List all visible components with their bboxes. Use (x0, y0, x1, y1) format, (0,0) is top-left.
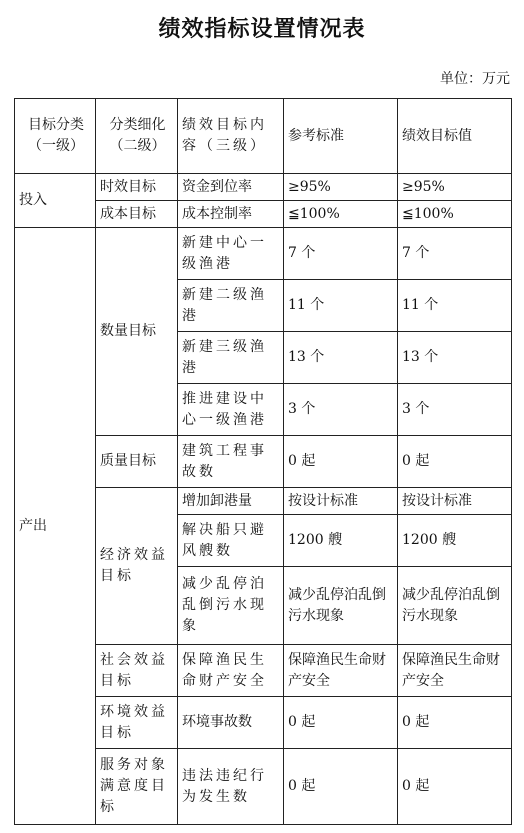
header-reference: 参考标准 (284, 99, 398, 174)
header-level2: 分类细化（二级） (96, 99, 178, 174)
group-input: 投入 (15, 174, 96, 228)
group-output: 产出 (15, 228, 96, 825)
unit-label: 单位：万元 (440, 71, 510, 87)
indicator-table (14, 98, 512, 825)
row-content: 减少乱停泊乱倒污水现象 (178, 567, 284, 645)
row-content: 环境事故数 (178, 697, 284, 749)
row-reference: 3 个 (284, 384, 398, 436)
header-level1: 目标分类（一级） (15, 99, 96, 174)
row-reference: 0 起 (284, 436, 398, 488)
row-reference: 减少乱停泊乱倒污水现象 (284, 567, 398, 645)
sub-quantity: 数量目标 (96, 228, 178, 436)
row-target: ≥95% (398, 174, 512, 201)
row-reference: ≥95% (284, 174, 398, 201)
row-content: 保障渔民生命财产安全 (178, 645, 284, 697)
row-reference: 7 个 (284, 228, 398, 280)
row-target: ≦100% (398, 201, 512, 228)
row-target: 0 起 (398, 749, 512, 825)
row-reference: 0 起 (284, 749, 398, 825)
row-target: 保障渔民生命财产安全 (398, 645, 512, 697)
row-target: 3 个 (398, 384, 512, 436)
row-target: 13 个 (398, 332, 512, 384)
table-row (15, 228, 512, 280)
sub-quality: 质量目标 (96, 436, 178, 488)
row-content: 违法违纪行为发生数 (178, 749, 284, 825)
row-content: 解决船只避风艘数 (178, 515, 284, 567)
row-reference: 1200 艘 (284, 515, 398, 567)
header-target: 绩效目标值 (398, 99, 512, 174)
row-content: 成本控制率 (178, 201, 284, 228)
row-reference: 保障渔民生命财产安全 (284, 645, 398, 697)
row-content: 建筑工程事故数 (178, 436, 284, 488)
row-content: 新建三级渔港 (178, 332, 284, 384)
row-content: 新建中心一级渔港 (178, 228, 284, 280)
sub-social: 社会效益目标 (96, 645, 178, 697)
page-title: 绩效指标设置情况表 (158, 16, 366, 42)
sub-timeliness: 时效目标 (96, 174, 178, 201)
row-content: 资金到位率 (178, 174, 284, 201)
row-target: 按设计标准 (398, 488, 512, 515)
row-reference: 按设计标准 (284, 488, 398, 515)
row-reference: 11 个 (284, 280, 398, 332)
row-target: 0 起 (398, 697, 512, 749)
row-target: 减少乱停泊乱倒污水现象 (398, 567, 512, 645)
row-target: 0 起 (398, 436, 512, 488)
sub-satisfaction: 服务对象满意度目标 (96, 749, 178, 825)
row-target: 11 个 (398, 280, 512, 332)
row-content: 新建二级渔港 (178, 280, 284, 332)
row-content: 增加卸港量 (178, 488, 284, 515)
row-reference: 0 起 (284, 697, 398, 749)
row-target: 1200 艘 (398, 515, 512, 567)
table-row (15, 174, 512, 201)
row-target: 7 个 (398, 228, 512, 280)
row-content: 推进建设中心一级渔港 (178, 384, 284, 436)
row-reference: ≦100% (284, 201, 398, 228)
sub-cost: 成本目标 (96, 201, 178, 228)
header-row (15, 99, 512, 174)
sub-economic: 经济效益目标 (96, 488, 178, 645)
sub-environment: 环境效益目标 (96, 697, 178, 749)
row-reference: 13 个 (284, 332, 398, 384)
header-level3: 绩效目标内容（三级） (178, 99, 284, 174)
